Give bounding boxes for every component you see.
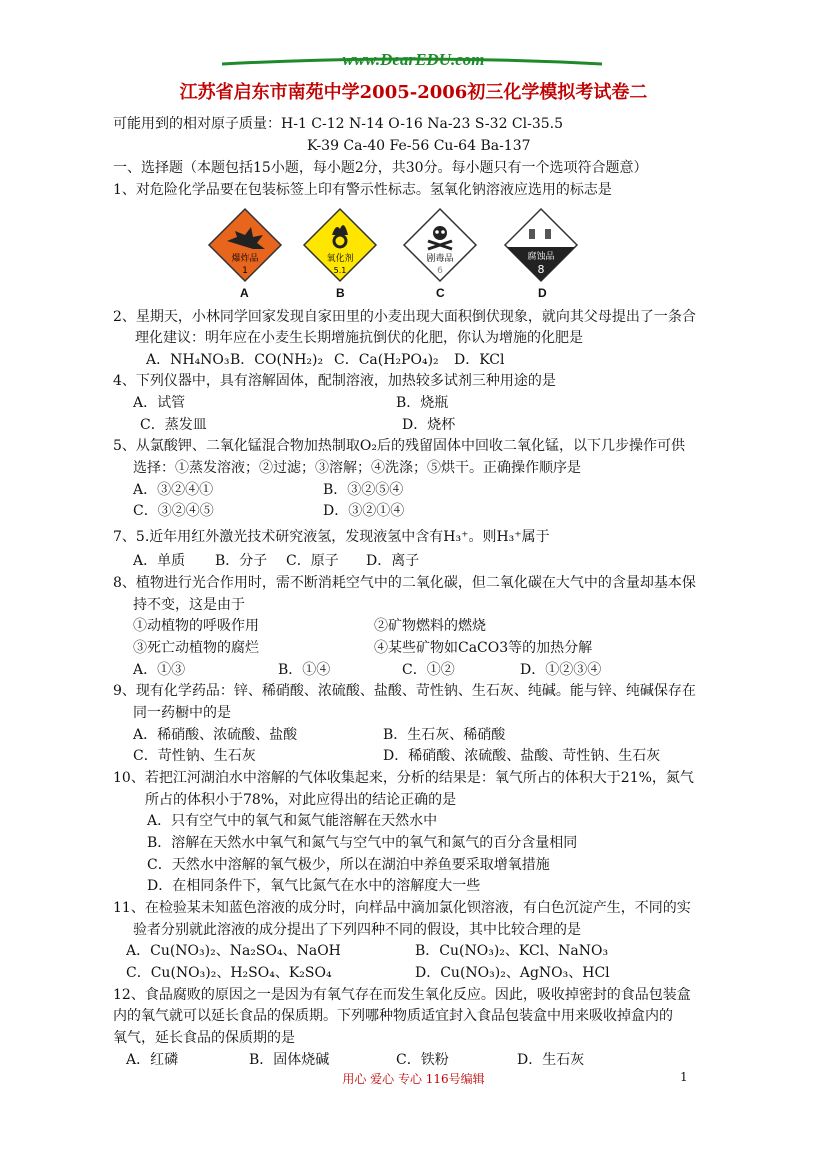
q8-statement-1: ①动植物的呼吸作用	[133, 618, 259, 634]
q4-option-d: D．烧杯	[402, 417, 456, 433]
q2-option-c: C．Ca(H₂PO₄)₂	[334, 352, 439, 368]
q7-option-b: B．分子	[215, 553, 268, 569]
q12-option-a: A．红磷	[126, 1052, 179, 1068]
svg-text:腐蚀品: 腐蚀品	[527, 252, 555, 262]
q5-line1: 5、从氯酸钾、二氧化锰混合物加热制取O₂后的残留固体中回收二氧化锰，以下几步操作可供	[113, 438, 685, 454]
q7-stem: 7、5.近年用红外激光技术研究液氢，发现液氢中含有H₃⁺。则H₃⁺属于	[113, 529, 550, 545]
page-number: 1	[680, 1070, 688, 1084]
q10-line2: 所占的体积小于78%，对此应得出的结论正确的是	[145, 792, 457, 808]
q9-option-c: C．苛性钠、生石灰	[133, 748, 256, 764]
page-title: 江苏省启东市南苑中学2005-2006初三化学模拟考试卷二	[179, 82, 648, 103]
q4-stem: 4、下列仪器中，具有溶解固体，配制溶液，加热较多试剂三种用途的是	[113, 373, 556, 389]
svg-text:爆炸品: 爆炸品	[231, 254, 259, 264]
q9-line1: 9、现有化学药品：锌、稀硝酸、浓硫酸、盐酸、苛性钠、生石灰、纯碱。能与锌、纯碱保存在	[113, 683, 696, 699]
sign-label-a: A	[240, 286, 249, 300]
q8-statement-4: ④某些矿物如CaCO3等的加热分解	[374, 640, 593, 656]
q11-option-a: A．Cu(NO₃)₂、Na₂SO₄、NaOH	[126, 943, 341, 959]
q11-option-d: D．Cu(NO₃)₂、AgNO₃、HCl	[415, 965, 610, 981]
q5-option-b: B．③②⑤④	[323, 482, 404, 498]
q9-option-b: B．生石灰、稀硝酸	[383, 727, 506, 743]
q12-option-c: C．铁粉	[396, 1052, 449, 1068]
q10-option-b: B．溶解在天然水中氧气和氮气与空气中的氧气和氮气的百分含量相同	[147, 835, 578, 851]
q8-statement-2: ②矿物燃料的燃烧	[374, 618, 486, 634]
q5-option-c: C．③②④⑤	[133, 503, 214, 519]
atomic-masses-line2: K-39 Ca-40 Fe-56 Cu-64 Ba-137	[307, 138, 531, 154]
q4-option-b: B．烧瓶	[396, 395, 449, 411]
q10-line1: 10、若把江河湖泊水中溶解的气体收集起来，分析的结果是：氧气所占的体积大于21%，氮气	[113, 770, 694, 786]
q2-option-d: D．KCl	[454, 352, 505, 368]
q9-option-a: A．稀硝酸、浓硫酸、盐酸	[133, 727, 298, 743]
svg-text:5.1: 5.1	[333, 266, 347, 275]
q12-option-d: D．生石灰	[517, 1052, 585, 1068]
q8-option-c: C．①②	[402, 662, 455, 678]
q4-option-c: C．蒸发皿	[140, 417, 207, 433]
section-heading: 一、选择题（本题包括15小题，每小题2分，共30分。每小题只有一个选项符合题意）	[113, 160, 648, 176]
q10-option-c: C．天然水中溶解的氧气极少，所以在湖泊中养鱼要采取增氧措施	[147, 857, 550, 873]
q10-option-a: A．只有空气中的氧气和氮气能溶解在天然水中	[147, 813, 438, 829]
atomic-masses-line1: 可能用到的相对原子质量：H-1 C-12 N-14 O-16 Na-23 S-32 Cl-35.5	[113, 116, 564, 132]
q5-option-d: D．③②①④	[323, 503, 405, 519]
q9-line2: 同一药橱中的是	[133, 705, 231, 721]
sign-label-d: D	[538, 286, 547, 300]
oxidizer-sign-icon	[302, 207, 378, 283]
q8-option-a: A．①③	[133, 662, 186, 678]
toxic-sign-icon	[402, 207, 478, 283]
q1-stem: 1、对危险化学品要在包装标签上印有警示性标志。氢氧化钠溶液应选用的标志是	[113, 182, 612, 198]
q11-option-c: C．Cu(NO₃)₂、H₂SO₄、K₂SO₄	[126, 965, 332, 981]
q2-line2: 理化建议：明年应在小麦生长期增施抗倒伏的化肥，你认为增施的化肥是	[135, 330, 583, 346]
q2-option-b: B．CO(NH₂)₂	[230, 352, 324, 368]
sign-label-b: B	[336, 286, 345, 300]
header-swoosh	[222, 56, 602, 68]
q11-line1: 11、在检验某未知蓝色溶液的成分时，向样品中滴加氯化钡溶液，有白色沉淀产生，不同的实	[113, 900, 691, 916]
svg-text:6: 6	[437, 266, 443, 276]
q7-option-c: C．原子	[286, 553, 339, 569]
q12-line3: 氧气，延长食品的保质期的是	[113, 1030, 295, 1046]
q8-line1: 8、植物进行光合作用时，需不断消耗空气中的二氧化碳，但二氧化碳在大气中的含量却基本保	[113, 575, 696, 591]
q11-option-b: B．Cu(NO₃)₂、KCl、NaNO₃	[415, 943, 609, 959]
svg-text:剧毒品: 剧毒品	[426, 254, 454, 264]
q10-option-d: D．在相同条件下，氧气比氮气在水中的溶解度大一些	[147, 878, 481, 894]
svg-text:8: 8	[537, 263, 545, 276]
q8-statement-3: ③死亡动植物的腐烂	[133, 640, 259, 656]
q8-line2: 持不变，这是由于	[133, 597, 245, 613]
q5-line2: 选择：①蒸发溶液；②过滤；③溶解；④洗涤；⑤烘干。正确操作顺序是	[133, 460, 581, 476]
explosive-sign-icon	[207, 207, 283, 283]
q4-option-a: A．试管	[133, 395, 186, 411]
q12-option-b: B．固体烧碱	[249, 1052, 330, 1068]
q11-line2: 验者分别就此溶液的成分提出了下列四种不同的假设，其中比较合理的是	[133, 922, 581, 938]
q2-option-a: A．NH₄NO₃	[146, 352, 230, 368]
svg-text:氧化剂: 氧化剂	[326, 254, 354, 264]
q5-option-a: A．③②④①	[133, 482, 214, 498]
q9-option-d: D．稀硝酸、浓硫酸、盐酸、苛性钠、生石灰	[383, 748, 661, 764]
sign-label-c: C	[436, 286, 445, 300]
q2-line1: 2、星期天，小林同学回家发现自家田里的小麦出现大面积倒伏现象，就向其父母提出了一条合	[113, 309, 696, 325]
q7-option-d: D．离子	[366, 553, 420, 569]
q12-line2: 内的氧气就可以延长食品的保质期。下列哪种物质适宜封入食品包装盒中用来吸收掉盒内的	[113, 1008, 673, 1024]
footer-credit: 用心 爱心 专心 116号编辑	[342, 1072, 485, 1086]
q12-line1: 12、食品腐败的原因之一是因为有氧气存在而发生氧化反应。因此，吸收掉密封的食品包装盒	[113, 987, 691, 1003]
q7-option-a: A．单质	[133, 553, 186, 569]
corrosive-sign-icon	[503, 207, 579, 283]
site-watermark: www.DearEDU.com	[342, 50, 485, 69]
q8-option-b: B．①④	[278, 662, 331, 678]
q8-option-d: D．①②③④	[520, 662, 602, 678]
svg-text:1: 1	[242, 266, 248, 276]
